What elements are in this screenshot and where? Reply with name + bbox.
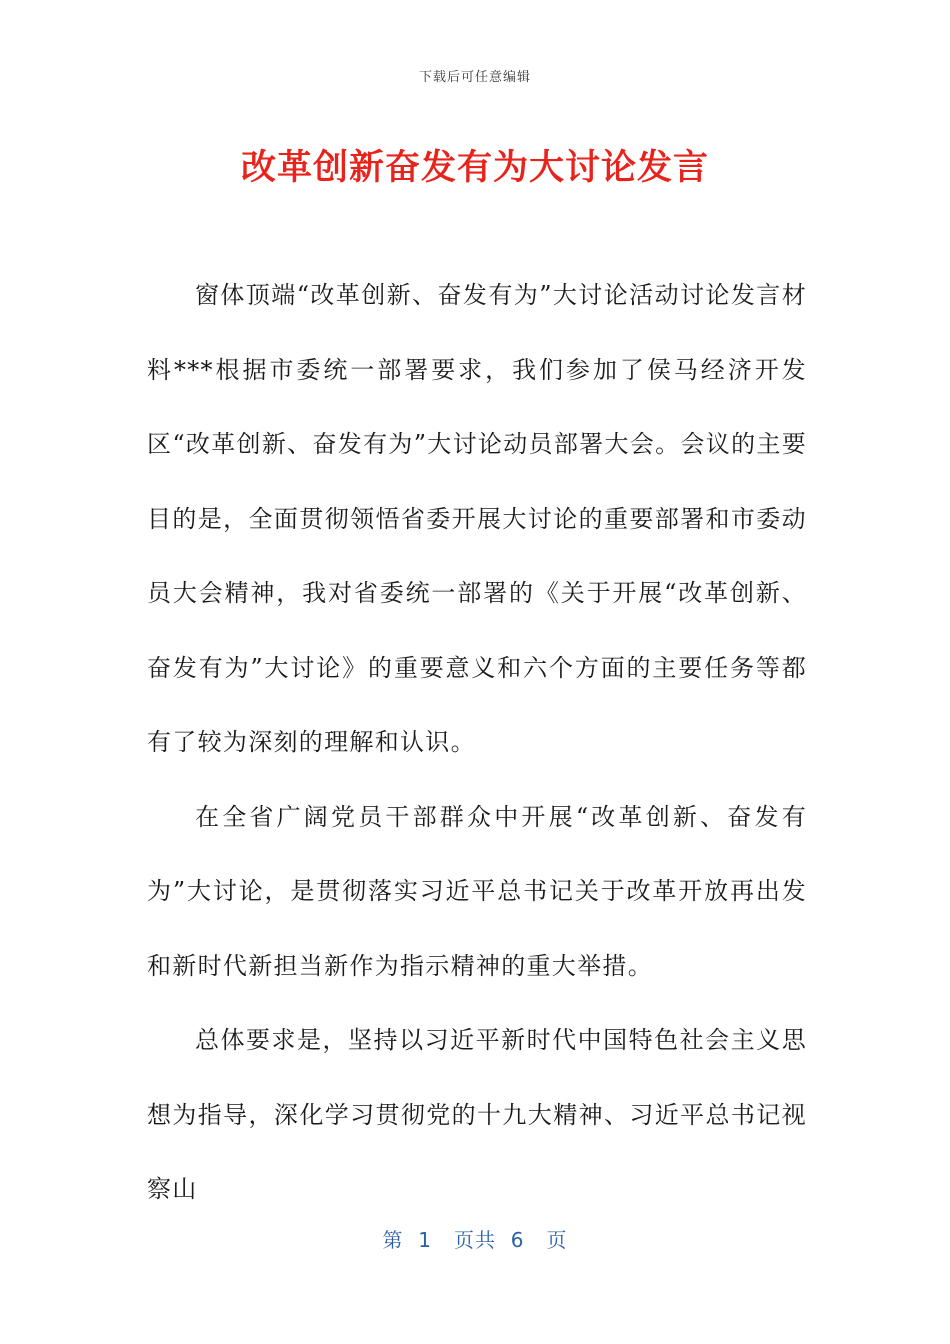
- page-number-footer: 第 1 页共 6 页: [382, 1228, 568, 1252]
- paragraph-3: 总体要求是，坚持以习近平新时代中国特色社会主义思想为指导，深化学习贯彻党的十九大精神、习近平总书记视察山: [147, 1026, 807, 1203]
- header-note: 下载后可任意编辑: [418, 70, 531, 85]
- paragraph-1: 窗体顶端“改革创新、奋发有为”大讨论活动讨论发言材料***根据市委统一部署要求，我们参加了侯马经济开发区“改革创新、奋发有为”大讨论动员部署大会。会议的主要目的是，全面贯彻领悟省委开展大讨论的重要部署和市委动员大会精神，我对省委统一部署的《关于开展“改革创新、奋发有为”大讨论》的重要意义和六个方面的主要任务等都有了较为深刻的理解和认识。: [147, 281, 807, 756]
- document-body: [147, 258, 807, 1227]
- document-title: 改革创新奋发有为大讨论发言: [240, 148, 709, 188]
- paragraph-2: 在全省广阔党员干部群众中开展“改革创新、奋发有为”大讨论，是贯彻落实习近平总书记关于改革开放再出发和新时代新担当新作为指示精神的重大举措。: [147, 802, 807, 980]
